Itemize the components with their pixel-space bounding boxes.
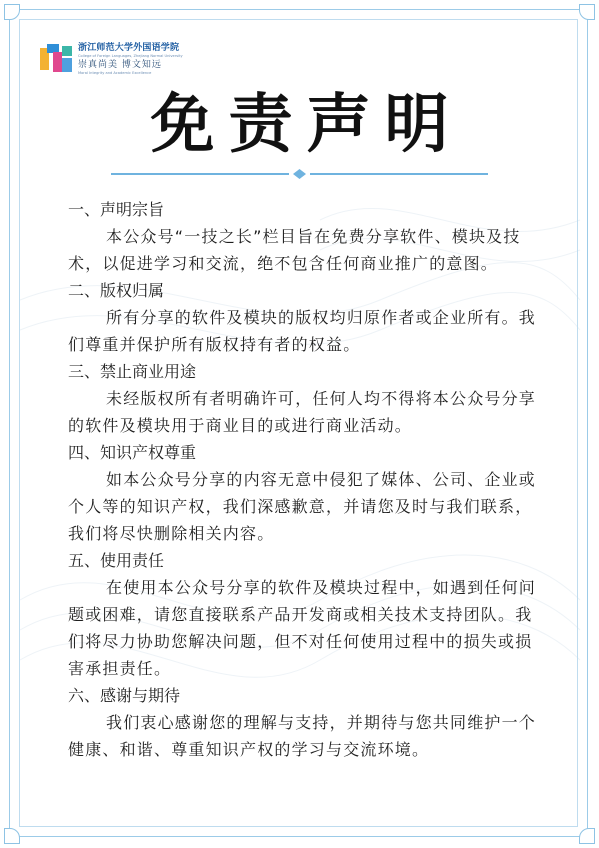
section — [68, 440, 544, 547]
section-heading: 三、禁止商业用途 — [68, 362, 197, 381]
frame-corner-ornament — [579, 828, 595, 844]
college-logo — [38, 42, 183, 76]
title-divider — [111, 169, 488, 179]
college-name-en: College of Foreign Languages, Zhejiang Normal University — [78, 53, 183, 58]
section — [68, 278, 544, 358]
diamond-ornament-icon — [293, 169, 306, 179]
section — [68, 683, 544, 763]
page-title: 免责声明 — [150, 87, 463, 162]
disclaimer-content — [68, 197, 544, 764]
college-name-cn: 浙江师范大学外国语学院 — [78, 42, 180, 53]
section-body: 在使用本公众号分享的软件及模块过程中，如遇到任何问题或困难，请您直接联系产品开发商或相关技术支持团队。我们将尽力协助您解决问题，但不对任何使用过程中的损失或损害承担责任。 — [68, 578, 537, 678]
section-heading: 五、使用责任 — [68, 551, 165, 570]
section-body: 如本公众号分享的内容无意中侵犯了媒体、公司、企业或个人等的知识产权，我们深感歉意，并请您及时与我们联系，我们将尽快删除相关内容。 — [68, 470, 537, 543]
section — [68, 359, 544, 439]
section-heading: 一、声明宗旨 — [68, 200, 165, 219]
section-heading: 六、感谢与期待 — [68, 686, 181, 705]
section-body: 未经版权所有者明确许可，任何人均不得将本公众号分享的软件及模块用于商业目的或进行商业活动。 — [68, 389, 537, 435]
section-body: 我们衷心感谢您的理解与支持，并期待与您共同维护一个健康、和谐、尊重知识产权的学习与交流环境。 — [68, 713, 537, 759]
section-heading: 二、版权归属 — [68, 281, 165, 300]
section-body: 所有分享的软件及模块的版权均归原作者或企业所有。我们尊重并保护所有版权持有者的权益。 — [68, 308, 537, 354]
college-motto-en: Moral Integrity and Academic Excellence — [78, 70, 152, 75]
section — [68, 548, 544, 682]
section-heading: 四、知识产权尊重 — [68, 443, 197, 462]
section — [68, 197, 544, 277]
college-motto-cn: 崇真尚美 博文知远 — [78, 59, 162, 70]
section-body: 本公众号“一技之长”栏目旨在免费分享软件、模块及技术，以促进学习和交流，绝不包含任何商业推广的意图。 — [68, 227, 521, 273]
college-emblem-icon — [38, 42, 74, 76]
